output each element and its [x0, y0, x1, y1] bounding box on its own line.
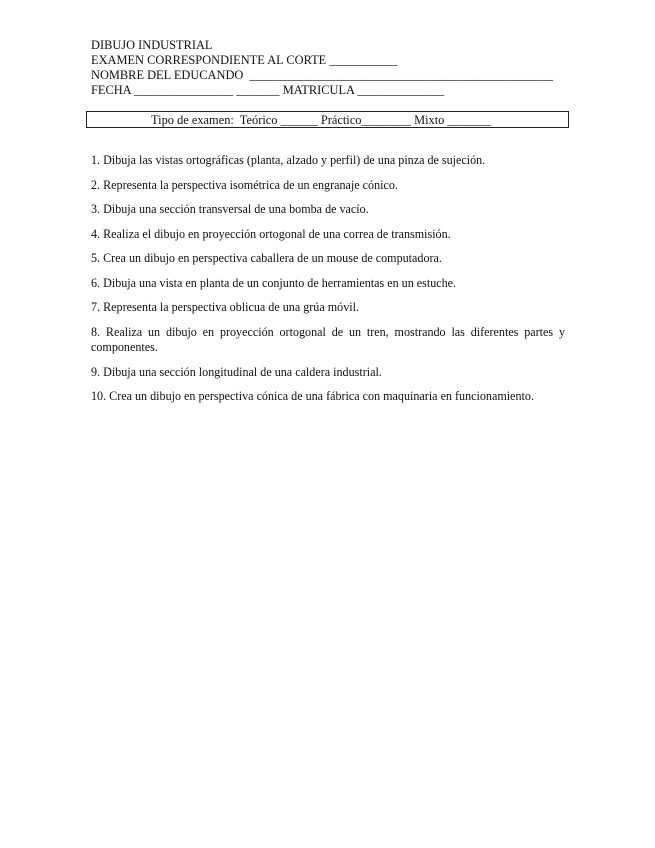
subject-title: DIBUJO INDUSTRIAL [91, 38, 213, 52]
exam-type-box [86, 111, 569, 128]
question-item: 1. Dibuja las vistas ortográficas (planta, alzado y perfil) de una pinza de sujeción. [91, 153, 486, 167]
question-item: 10. Crea un dibujo en perspectiva cónica de una fábrica con maquinaria en funcionamiento. [91, 389, 534, 403]
question-item: 3. Dibuja una sección transversal de una bomba de vacío. [91, 202, 369, 216]
date-matricula-line: FECHA ________________ _______ MATRICULA ______________ [91, 83, 445, 97]
question-list [91, 153, 565, 414]
question-item: 7. Representa la perspectiva oblicua de una grúa móvil. [91, 300, 359, 314]
exam-header [91, 38, 571, 98]
question-item: 2. Representa la perspectiva isométrica de un engranaje cónico. [91, 177, 398, 192]
question-item: 4. Realiza el dibujo en proyección ortogonal de una correa de transmisión. [91, 226, 451, 241]
question-item: 9. Dibuja una sección longitudinal de una caldera industrial. [91, 364, 382, 379]
question-item: 6. Dibuja una vista en planta de un conjunto de herramientas en un estuche. [91, 275, 457, 290]
question-item: 5. Crea un dibujo en perspectiva caballera de un mouse de computadora. [91, 251, 442, 265]
question-item: 8. Realiza un dibujo en proyección ortogonal de un tren, mostrando las diferentes partes y componentes. [91, 324, 565, 354]
student-name-line: NOMBRE DEL EDUCANDO _________________________________________________ [91, 68, 554, 82]
exam-type-text: Tipo de examen: Teórico ______ Práctico________ Mixto _______ [151, 113, 491, 127]
exam-cut-line: EXAMEN CORRESPONDIENTE AL CORTE ___________ [91, 53, 398, 67]
